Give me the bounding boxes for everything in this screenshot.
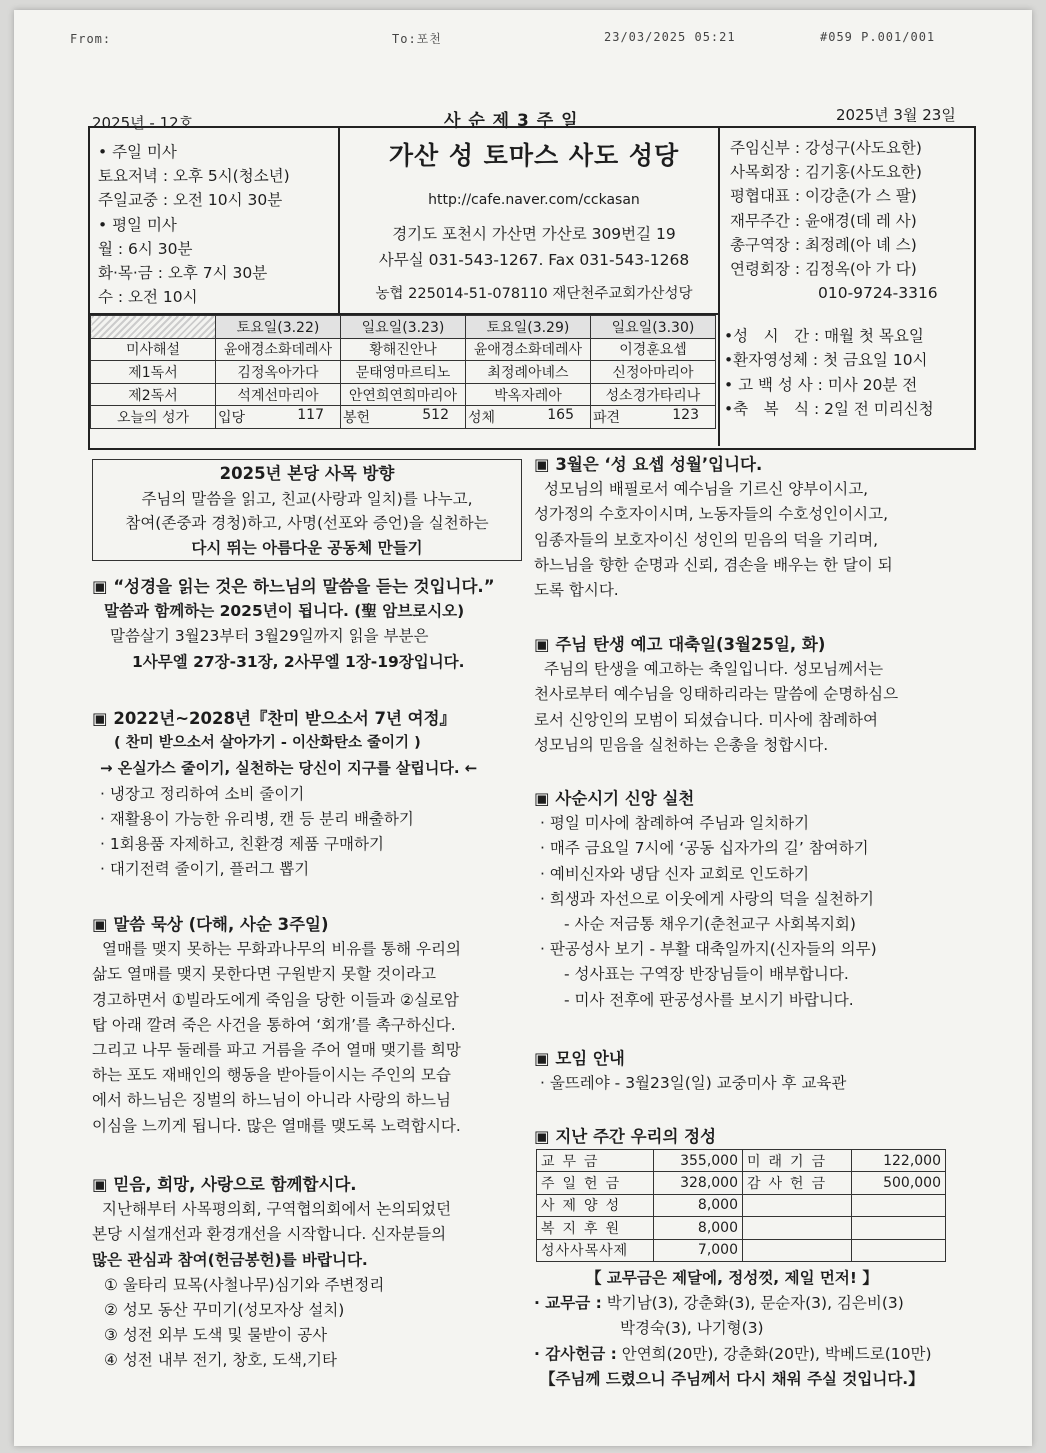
faith-section [92,1172,532,1374]
parish-account: 농협 225014-51-078110 재단천주교회가산성당 [375,286,693,302]
officers [730,136,938,305]
schedule-header: 토요일(3.22) [216,316,341,339]
cell: 신정아마리아 [591,361,716,384]
hymn-number: 117 [297,407,324,424]
note-line: •환자영성체 : 첫 금요일 10시 [724,351,928,370]
note-line: • 고 백 성 사 : 미사 20분 전 [724,375,918,394]
thanks-label: · 감사헌금 : [534,1344,617,1363]
schedule-header: 토요일(3.29) [466,316,591,339]
liturgical-week: 사 순 제 3 주 일 [444,111,579,131]
section-line: 도록 합시다. [534,581,619,600]
issue-number: 2025년 - 12호 [92,114,194,132]
officer-line: 평협대표 : 이강춘(가 스 팔) [730,187,917,206]
section-line: · 희생과 자선으로 이웃에게 사랑의 덕을 실천하기 [540,889,874,908]
empty-cell [743,1217,852,1239]
section-line: - 성사표는 구역장 반장님들이 배부합니다. [564,965,849,984]
fax-from: From: [70,32,112,46]
hymn-cell [341,406,466,429]
section-line: 성가정의 수호자이시며, 노동자들의 수호성인이시고, [534,505,889,524]
section-line: 이심을 느끼게 됩니다. 많은 열매를 맺도록 노력합시다. [92,1116,461,1135]
offering-notes [534,1266,974,1392]
kyomu-names: 박기남(3), 강춘화(3), 문순자(3), 김은비(3) [606,1294,904,1313]
section-line: 열매를 맺지 못하는 무화과나무의 비유를 통해 우리의 [102,940,461,959]
joseph-section [534,452,974,603]
section-title: ▣ 믿음, 희망, 사랑으로 함께합시다. [92,1175,357,1194]
section-line: 하느님을 향한 순명과 신뢰, 겸손을 배우는 한 달이 되 [534,555,893,574]
mass-times [98,140,290,309]
section-line: 그리고 나무 둘레를 파고 거름을 주어 열매 맺기를 희망 [92,1041,461,1060]
section-line: 삶도 열매를 맺지 못한다면 구원받지 못할 것이라고 [92,965,436,984]
cell: 윤애경소화데레사 [466,338,591,361]
section-title: ▣ 말씀 묵상 (다해, 사순 3주일) [92,915,329,934]
parish-address: 경기도 포천시 가산면 가산로 309번길 19 [392,225,676,243]
kyomu-names-2: 박경숙(3), 나기형(3) [620,1319,764,1338]
lent-section [534,786,974,1013]
section-line: 임종자들의 보호자이신 성인의 믿음의 덕을 기리며, [534,530,878,549]
hymn-number: 165 [547,407,574,424]
section-title: ▣ “성경을 읽는 것은 하느님의 말씀을 듣는 것입니다.” [92,577,495,596]
header-box [88,126,976,450]
mass-line: 화·목·금 : 오후 7시 30분 [98,264,268,283]
empty-cell [743,1239,852,1261]
row-label: 미사해설 [91,338,216,361]
section-line: 에서 하느님은 징벌의 하느님이 아니라 사랑의 하느님 [92,1091,451,1110]
note-line: •성 시 간 : 매월 첫 목요일 [724,327,924,345]
cell: 문태영마르티노 [341,361,466,384]
hymn-label: 파견 [593,410,621,427]
table-row [91,383,716,406]
mass-line: 주일교중 : 오전 10시 30분 [98,191,283,210]
mass-line: 수 : 오전 10시 [98,288,198,307]
table-row [537,1194,946,1216]
section-title: ▣ 2022년~2028년『찬미 받으소서 7년 여정』 [92,709,457,728]
section-line: · 대기전력 줄이기, 플러그 뽑기 [100,860,310,879]
offering-section [534,1124,974,1149]
hymn-label: 성체 [468,410,496,427]
offering-label: 성사사목사제 [537,1239,654,1261]
section-line: 1사무엘 27장-31장, 2사무엘 1장-19장입니다. [132,652,465,671]
direction-line: 참여(존중과 경청)하고, 사명(선포와 증언)을 실천하는 [125,514,489,532]
thanks-line [534,1342,974,1367]
hymn-cell [466,406,591,429]
schedule-corner [91,316,216,339]
section-line: ④ 성전 내부 전기, 창호, 도색,기타 [104,1351,337,1370]
cell: 박옥자레아 [466,383,591,406]
kyomu-label: · 교무금 : [534,1294,602,1313]
parish-name: 가산 성 토마스 사도 성당 [388,141,680,170]
officer-line: 총구역장 : 최정례(아 녜 스) [730,235,917,254]
table-row [91,338,716,361]
offering-amount: 122,000 [852,1150,946,1172]
section-line: 지난해부터 사목평의회, 구역협의회에서 논의되었던 [102,1200,452,1219]
section-line: · 울뜨레야 - 3월23일(일) 교중미사 후 교육관 [540,1074,847,1093]
cell: 황해진안나 [341,338,466,361]
section-line: ③ 성전 외부 도색 및 물받이 공사 [104,1326,328,1345]
annunciation-section [534,632,974,758]
mass-line: • 평일 미사 [98,215,177,234]
section-line: · 매주 금요일 7시에 ‘공동 십자가의 길’ 참여하기 [540,839,869,858]
table-row [537,1217,946,1239]
thanks-names: 안연희(20만), 강춘화(20만), 박베드로(10만) [621,1344,932,1363]
row-label: 오늘의 성가 [91,406,216,429]
offering-label: 교무금 [537,1150,654,1172]
section-line: ( 찬미 받으소서 살아가기 - 이산화탄소 줄이기 ) [114,735,421,752]
officer-line: 사목회장 : 김기홍(사도요한) [730,163,922,182]
direction-line: 주님의 말씀을 읽고, 친교(사랑과 일치)를 나누고, [141,489,473,508]
cell: 최정례아녜스 [466,361,591,384]
offering-amount: 500,000 [852,1172,946,1194]
section-line: 경고하면서 ①빌라도에게 죽임을 당한 이들과 ②실로암 [92,990,459,1009]
section-line: 성모님의 배필로서 예수님을 기르신 양부이시고, [544,480,869,499]
hymn-cell [216,406,341,429]
bulletin-page [14,10,1032,1446]
offering-amount: 8,000 [654,1194,743,1216]
cell: 성소경가타리나 [591,383,716,406]
schedule-header: 일요일(3.30) [591,316,716,339]
section-line: 탑 아래 깔려 죽은 사건을 통하여 ‘회개’를 촉구하신다. [92,1015,456,1034]
offering-label: 미래기금 [743,1150,852,1172]
hymn-number: 512 [422,407,449,424]
section-line: → 온실가스 줄이기, 실천하는 당신이 지구를 살립니다. ← [100,759,478,778]
section-title: ▣ 모임 안내 [534,1049,625,1068]
fax-page: #059 P.001/001 [820,30,936,44]
officer-phone: 010-9724-3316 [818,284,938,303]
laudato-section [92,706,532,882]
cell: 이경훈요셉 [591,338,716,361]
hymn-label: 입당 [218,410,246,427]
mass-line: 토요저녁 : 오후 5시(청소년) [98,167,290,186]
table-row [537,1239,946,1261]
table-row-hymns [91,406,716,429]
section-line: · 평일 미사에 참례하여 주님과 일치하기 [540,814,810,833]
cell: 윤애경소화데레사 [216,338,341,361]
offering-amount: 328,000 [654,1172,743,1194]
section-line: 본당 시설개선과 환경개선을 시작합니다. 신자분들의 [92,1225,447,1244]
offering-amount: 8,000 [654,1217,743,1239]
issue-date: 2025년 3월 23일 [836,106,956,124]
fax-to: To:포천 [392,32,442,46]
offering-label: 복지후원 [537,1217,654,1239]
row-label: 제1독서 [91,361,216,384]
officer-line: 연령회장 : 김정옥(아 가 다) [730,260,917,279]
cell: 김정옥아가다 [216,361,341,384]
offering-amount: 7,000 [654,1239,743,1261]
mass-line: • 주일 미사 [98,143,177,161]
meditation-section [92,912,532,1139]
hymn-number: 123 [672,407,699,424]
table-row [91,361,716,384]
section-line: 성모님의 믿음을 실천하는 은총을 청합시다. [534,735,829,754]
offering-slogan: 【 교무금은 제달에, 정성껏, 제일 먼저! 】 [586,1269,878,1287]
section-title: ▣ 지난 주간 우리의 정성 [534,1127,717,1146]
offering-amount: 355,000 [654,1150,743,1172]
offering-table [536,1149,946,1262]
empty-cell [743,1194,852,1216]
offering-closing: 【주님께 드렸으니 주님께서 다시 채워 주실 것입니다.】 [540,1369,924,1388]
section-line: 말씀살기 3월23부터 3월29일까지 읽을 부분은 [110,627,429,646]
schedule-header: 일요일(3.23) [341,316,466,339]
row-label: 제2독서 [91,383,216,406]
section-line: 많은 관심과 참여(헌금봉헌)를 바랍니다. [92,1250,368,1269]
section-title: ▣ 주님 탄생 예고 대축일(3월25일, 화) [534,635,826,654]
section-line: 천사로부터 예수님을 잉태하리라는 말씀에 순명하심으 [534,685,899,704]
cell: 석계선마리아 [216,383,341,406]
section-title: ▣ 3월은 ‘성 요셉 성월’입니다. [534,455,763,474]
section-line: · 재활용이 가능한 유리병, 캔 등 분리 배출하기 [100,809,414,828]
section-line: · 1회용품 자제하고, 친환경 제품 구매하기 [100,835,384,854]
empty-cell [852,1217,946,1239]
pastoral-direction-box [92,459,522,561]
offering-label: 감사헌금 [743,1172,852,1194]
meeting-section [534,1046,974,1096]
direction-title: 2025년 본당 사목 방향 [219,464,395,483]
mass-line: 월 : 6시 30분 [98,239,193,258]
offering-label: 사제양성 [537,1194,654,1216]
section-line: - 사순 저금통 채우기(춘천교구 사회복지회) [564,915,856,934]
schedule-table [90,315,716,429]
officer-line: 주임신부 : 강성구(사도요한) [730,139,922,157]
empty-cell [852,1194,946,1216]
offering-label: 주일헌금 [537,1172,654,1194]
hymn-cell [591,406,716,429]
hymn-label: 봉헌 [343,410,371,427]
officer-line: 재무주간 : 윤애경(데 레 사) [730,211,917,230]
section-line: 말씀과 함께하는 2025년이 됩니다. (聖 암브로시오) [104,602,465,621]
parish-url[interactable]: http://cafe.naver.com/cckasan [428,192,640,208]
sacrament-notes [724,324,934,422]
section-line: - 미사 전후에 판공성사를 보시기 바랍니다. [564,990,854,1009]
section-line: 하는 포도 재배인의 행동을 받아들이시는 주인의 모습 [92,1066,451,1085]
section-line: 주님의 탄생을 예고하는 축일입니다. 성모님께서는 [544,660,884,679]
note-line: •축 복 식 : 2일 전 미리신청 [724,400,934,419]
direction-line: 다시 뛰는 아름다운 공동체 만들기 [191,538,423,557]
kyomu-line [534,1291,974,1316]
section-line: · 냉장고 정리하여 소비 줄이기 [100,784,305,803]
section-title: ▣ 사순시기 신앙 실천 [534,789,695,808]
section-line: ① 울타리 묘목(사철나무)심기와 주변정리 [104,1275,385,1294]
bible-section [92,574,532,675]
section-line: · 판공성사 보기 - 부활 대축일까지(신자들의 의무) [540,940,877,959]
table-row [537,1172,946,1194]
section-line: ② 성모 동산 꾸미기(성모자상 설치) [104,1301,345,1320]
fax-datetime: 23/03/2025 05:21 [604,30,736,44]
table-row [537,1150,946,1172]
section-line: · 예비신자와 냉담 신자 교회로 인도하기 [540,864,810,883]
section-line: 로서 신앙인의 모범이 되셨습니다. 미사에 참례하여 [534,710,878,729]
cell: 안연희연희마리아 [341,383,466,406]
parish-phone: 사무실 031-543-1267. Fax 031-543-1268 [378,251,690,269]
empty-cell [852,1239,946,1261]
